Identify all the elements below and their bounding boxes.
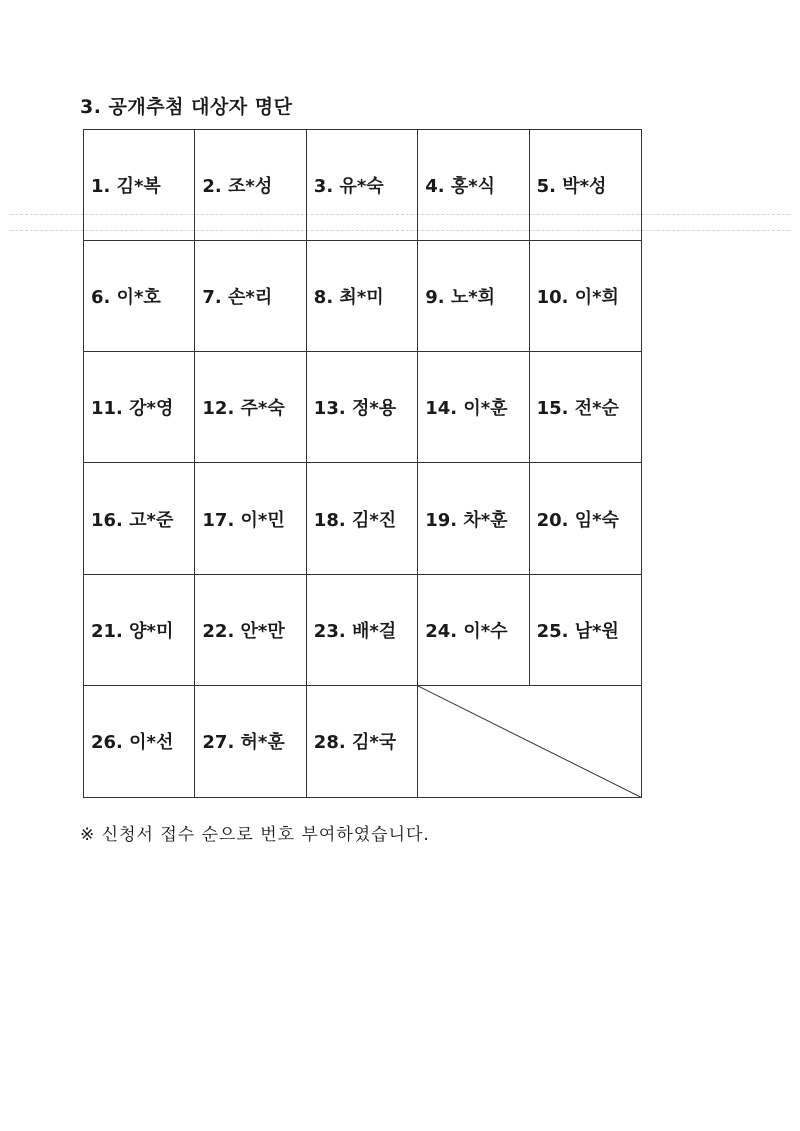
- table-cell: 16. 고*준: [84, 463, 195, 574]
- table-cell: 1. 김*복: [84, 130, 195, 241]
- table-cell: 18. 김*진: [307, 463, 418, 574]
- candidate-table: [83, 129, 642, 798]
- empty-slashed-cell: [418, 686, 641, 797]
- table-cell: 26. 이*선: [84, 686, 195, 797]
- table-cell: 20. 임*숙: [530, 463, 641, 574]
- diagonal-slash: [418, 686, 641, 797]
- table-cell: 13. 정*용: [307, 352, 418, 463]
- table-cell: 17. 이*민: [195, 463, 306, 574]
- table-cell: 4. 홍*식: [418, 130, 529, 241]
- table-cell: 28. 김*국: [307, 686, 418, 797]
- table-cell: 24. 이*수: [418, 575, 529, 686]
- table-cell: 7. 손*리: [195, 241, 306, 352]
- table-cell: 27. 허*훈: [195, 686, 306, 797]
- table-cell: 6. 이*호: [84, 241, 195, 352]
- table-cell: 5. 박*성: [530, 130, 641, 241]
- table-cell: 9. 노*희: [418, 241, 529, 352]
- table-cell: 14. 이*훈: [418, 352, 529, 463]
- table-cell: 8. 최*미: [307, 241, 418, 352]
- table-cell: 19. 차*훈: [418, 463, 529, 574]
- table-cell: 21. 양*미: [84, 575, 195, 686]
- table-cell: 11. 강*영: [84, 352, 195, 463]
- table-cell: 10. 이*희: [530, 241, 641, 352]
- table-cell: 22. 안*만: [195, 575, 306, 686]
- table-cell: 3. 유*숙: [307, 130, 418, 241]
- table-cell: 12. 주*숙: [195, 352, 306, 463]
- table-cell: 2. 조*성: [195, 130, 306, 241]
- footnote: ※ 신청서 접수 순으로 번호 부여하였습니다.: [80, 825, 430, 845]
- section-title: 3. 공개추첨 대상자 명단: [80, 96, 293, 118]
- table-cell: 23. 배*걸: [307, 575, 418, 686]
- table-cell: 25. 남*원: [530, 575, 641, 686]
- table-cell: 15. 전*순: [530, 352, 641, 463]
